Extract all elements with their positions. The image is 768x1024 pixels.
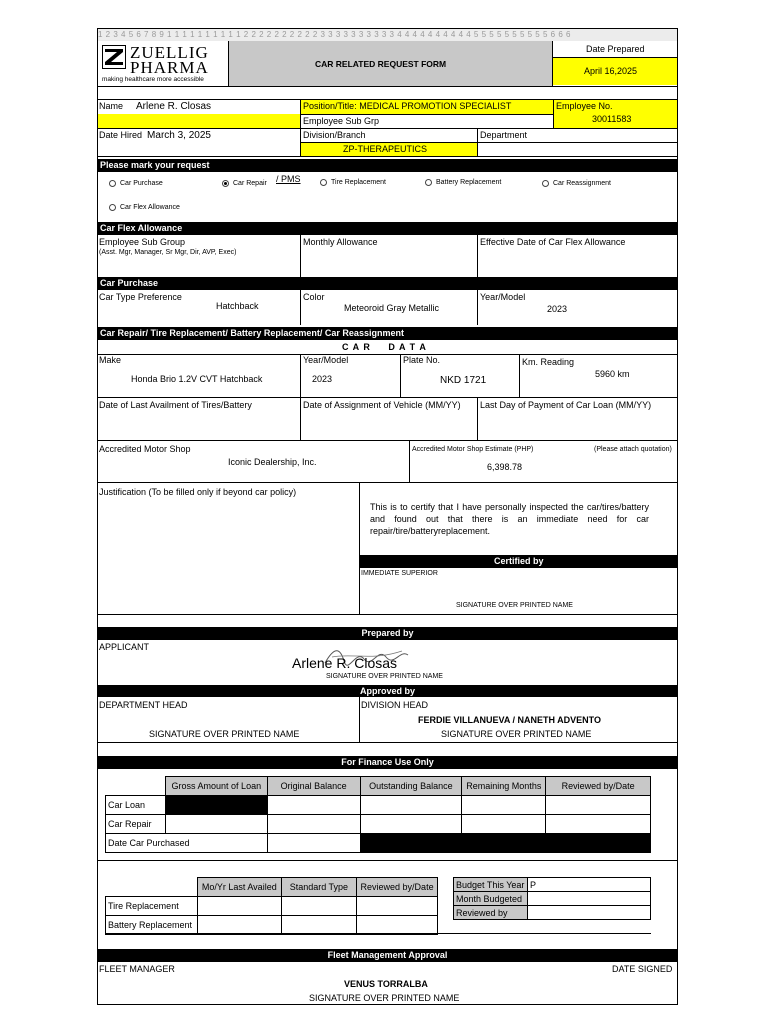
superior-label: IMMEDIATE SUPERIOR (361, 570, 438, 577)
option-car-purchase[interactable]: Car Purchase (109, 180, 163, 187)
row-battery: Battery Replacement (106, 916, 198, 935)
table-row (106, 834, 651, 853)
shop-label: Accredited Motor Shop (99, 444, 191, 454)
year-label: Year/Model (303, 355, 349, 365)
assign-label: Date of Assignment of Vehicle (MM/YY) (303, 400, 461, 410)
subgrp-label: Employee Sub Grp (303, 116, 380, 126)
logo-line1: ZUELLIG (130, 43, 209, 62)
estimate-label: Accredited Motor Shop Estimate (PHP) (412, 446, 534, 453)
month-budgeted: Month Budgeted (454, 892, 528, 906)
type-value[interactable]: Hatchback (216, 301, 259, 311)
logo-tagline: making healthcare more accessible (102, 76, 204, 83)
prepared-header: Prepared by (98, 627, 677, 640)
quotation-note: (Please attach quotation) (594, 446, 672, 453)
row-date-purchased: Date Car Purchased (106, 834, 268, 853)
col-mo-yr: Mo/Yr Last Availed (197, 878, 281, 897)
superior-sig-label: SIGNATURE OVER PRINTED NAME (456, 602, 573, 609)
date-prepared-label: Date Prepared (586, 44, 645, 54)
col-gross: Gross Amount of Loan (165, 777, 267, 796)
budget-table (453, 877, 651, 920)
justification-label: Justification (To be filled only if beyond car policy) (99, 487, 297, 497)
row-car-repair: Car Repair (106, 815, 166, 834)
position-label: Position/Title: MEDICAL PROMOTION SPECIALIST (303, 101, 512, 111)
div-sig-label: SIGNATURE OVER PRINTED NAME (441, 729, 592, 739)
name-value[interactable]: Arlene R. Closas (136, 101, 212, 112)
option-car-reassignment[interactable]: Car Reassignment (542, 180, 611, 187)
plate-value[interactable]: NKD 1721 (440, 375, 487, 386)
div-head-label: DIVISION HEAD (361, 700, 429, 710)
table-row (454, 906, 651, 920)
color-label: Color (303, 292, 325, 302)
table-row (106, 815, 651, 834)
yearmodel-value[interactable]: 2023 (547, 304, 568, 314)
col-outstanding: Outstanding Balance (360, 777, 462, 796)
finance-header: For Finance Use Only (98, 756, 677, 769)
flex-subgroup-note: (Asst. Mgr, Manager, Sr Mgr, Dir, AVP, Exec) (99, 249, 237, 256)
name-label: Name (99, 101, 124, 111)
repair-header: Car Repair/ Tire Replacement/ Battery Replacement/ Car Reassignment (98, 327, 677, 340)
date-prepared-value[interactable]: April 16,2025 (584, 66, 638, 76)
position-value[interactable]: MEDICAL PROMOTION SPECIALIST (359, 101, 512, 111)
form-title: CAR RELATED REQUEST FORM (315, 59, 447, 69)
estimate-value[interactable]: 6,398.78 (487, 462, 523, 472)
fleet-manager-label: FLEET MANAGER (99, 964, 175, 974)
pms-note: / PMS (276, 174, 301, 184)
flex-monthly-label: Monthly Allowance (303, 237, 378, 247)
hired-value[interactable]: March 3, 2025 (147, 130, 211, 141)
flex-effective-label: Effective Date of Car Flex Allowance (480, 237, 626, 247)
option-tire-replacement[interactable]: Tire Replacement (320, 179, 386, 186)
color-value[interactable]: Meteoroid Gray Metallic (344, 303, 440, 313)
row-tire: Tire Replacement (106, 897, 198, 916)
finance-replacement-table (105, 877, 438, 935)
column-ruler: 1 2 3 4 5 6 7 8 9 1 1 1 1 1 1 1 1 1 1 2 2 2 2 2 2 2 2 2 2 3 3 3 3 3 3 3 3 3 3 4 4 4 4 4 4 4 4 4 4 5 5 5 5 5 5 5 5 5 5 6 6 6 (98, 29, 677, 41)
make-label: Make (99, 355, 122, 365)
budget-this-year: Budget This Year (454, 878, 528, 892)
applicant-sig-label: SIGNATURE OVER PRINTED NAME (326, 673, 443, 680)
fleet-manager-name: VENUS TORRALBA (344, 979, 428, 989)
table-row (454, 878, 651, 892)
option-car-flex-allowance[interactable]: Car Flex Allowance (109, 204, 180, 211)
option-battery-replacement[interactable]: Battery Replacement (425, 179, 501, 186)
fleet-sig-label: SIGNATURE OVER PRINTED NAME (309, 993, 460, 1003)
col-remaining: Remaining Months (462, 777, 546, 796)
division-label: Division/Branch (303, 130, 366, 140)
type-label: Car Type Preference (99, 292, 182, 302)
logo-line2: PHARMA (130, 58, 209, 77)
hired-label: Date Hired March 3, 2025 (99, 130, 211, 141)
col-reviewed: Reviewed by/Date (546, 777, 651, 796)
table-row (454, 892, 651, 906)
logo (100, 43, 228, 85)
col-original: Original Balance (267, 777, 360, 796)
div-head-names: FERDIE VILLANUEVA / NANETH ADVENTO (418, 715, 602, 725)
make-value[interactable]: Honda Brio 1.2V CVT Hatchback (131, 374, 263, 384)
flex-header: Car Flex Allowance (98, 222, 677, 235)
plate-label: Plate No. (403, 355, 441, 365)
reviewed-by: Reviewed by (454, 906, 528, 920)
col-reviewed2: Reviewed by/Date (357, 878, 438, 897)
request-form (97, 28, 678, 1005)
shop-value[interactable]: Iconic Dealership, Inc. (228, 457, 317, 467)
empno-label: Employee No. (556, 101, 613, 111)
request-header: Please mark your request (98, 159, 677, 172)
loan-label: Last Day of Payment of Car Loan (MM/YY) (480, 400, 652, 410)
km-label: Km. Reading (522, 357, 575, 367)
fleet-header: Fleet Management Approval (98, 949, 677, 962)
car-data-label: C A R D A T A (342, 342, 427, 352)
tires-label: Date of Last Availment of Tires/Battery (99, 400, 252, 410)
purchase-header: Car Purchase (98, 277, 677, 290)
date-signed-label: DATE SIGNED (612, 964, 673, 974)
table-row (106, 897, 438, 916)
option-car-repair[interactable]: Car Repair (222, 180, 267, 187)
flex-subgroup-label: Employee Sub Group (99, 237, 186, 247)
certified-header: Certified by (494, 556, 544, 566)
finance-loan-table (105, 776, 651, 853)
empno-value[interactable]: 30011583 (592, 114, 632, 124)
col-standard: Standard Type (281, 878, 356, 897)
table-row (106, 916, 438, 935)
yearmodel-label: Year/Model (480, 292, 526, 302)
certify-text: This is to certify that I have personally inspected the car/tires/battery and found out that there is an immediate need for car repair/tire/batteryreplacement. (370, 502, 649, 536)
row-car-loan: Car Loan (106, 796, 166, 815)
applicant-label: APPLICANT (99, 642, 150, 652)
approved-header: Approved by (98, 685, 677, 697)
division-value[interactable]: ZP-THERAPEUTICS (343, 144, 428, 154)
dept-sig-label: SIGNATURE OVER PRINTED NAME (149, 729, 300, 739)
table-row (106, 796, 651, 815)
applicant-name[interactable]: Arlene R. Closas (292, 655, 398, 671)
department-label: Department (480, 130, 528, 140)
year-value[interactable]: 2023 (312, 374, 333, 384)
budget-value[interactable]: P (528, 878, 651, 892)
dept-head-label: DEPARTMENT HEAD (99, 700, 188, 710)
zuellig-logo-icon (102, 45, 126, 69)
km-value[interactable]: 5960 km (595, 369, 630, 379)
